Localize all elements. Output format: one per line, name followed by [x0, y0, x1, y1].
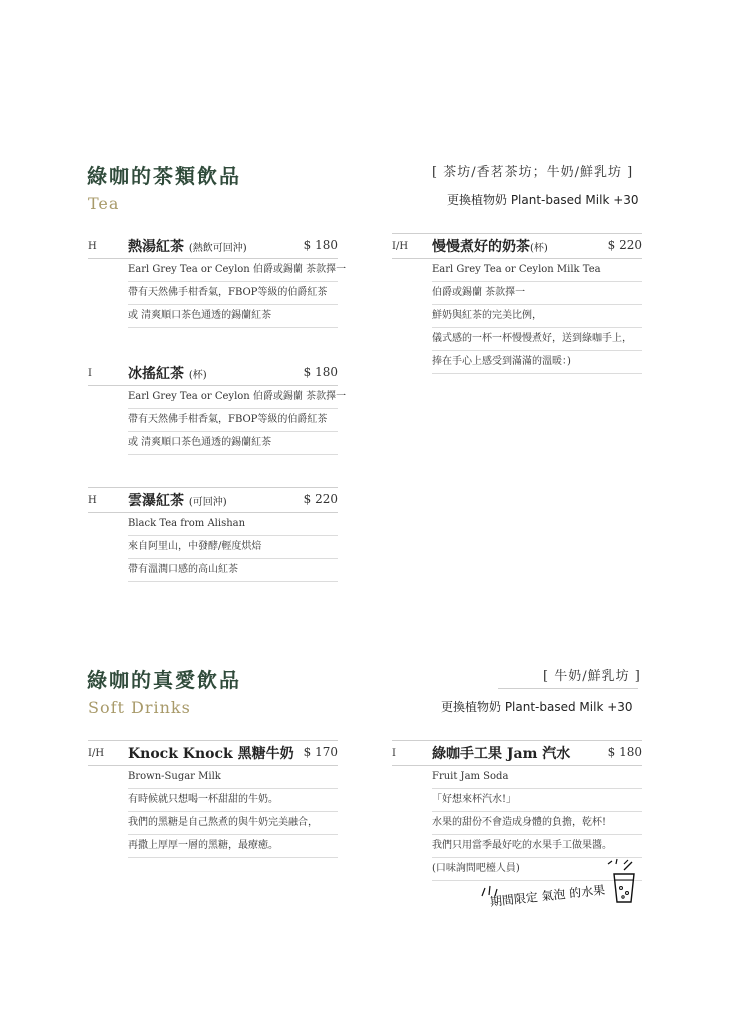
item-price: $ 180 [303, 238, 338, 252]
soft-section-subtitle: Soft Drinks [88, 698, 191, 717]
item-desc-line: Earl Grey Tea or Ceylon 伯爵或錫蘭 茶款擇一 [128, 386, 338, 409]
item-price: $ 220 [607, 238, 642, 252]
item-code: I [392, 748, 396, 759]
menu-item-alishan-black-tea [88, 490, 338, 582]
item-desc-line: 「好想來杯汽水!」 [432, 789, 642, 812]
item-name: Knock Knock 黑糖牛奶 [128, 746, 294, 762]
item-code: H [88, 495, 97, 506]
item-desc-line: 儀式感的一杯一杯慢慢煮好，送到綠咖手上， [432, 328, 642, 351]
item-desc-line: 或 清爽順口茶色通透的錫蘭紅茶 [128, 432, 338, 455]
tea-section-subtitle: Tea [88, 194, 120, 213]
item-desc-line: Brown-Sugar Milk [128, 766, 338, 789]
menu-item-milk-tea [392, 236, 642, 374]
divider [392, 740, 642, 741]
item-code: I/H [392, 241, 409, 252]
divider [392, 233, 642, 234]
item-price: $ 220 [303, 492, 338, 506]
item-name: 雲瀑紅茶 (可回沖) [128, 493, 227, 509]
soft-section-title: 綠咖的真愛飲品 [87, 668, 241, 692]
item-desc-line: Black Tea from Alishan [128, 513, 338, 536]
item-price: $ 180 [303, 365, 338, 379]
item-name: 熱湯紅茶 (熱飲可回沖) [128, 239, 247, 255]
item-name: 綠咖手工果 Jam 汽水 [432, 746, 571, 762]
item-desc-line: 帶有天然佛手柑香氣，FBOP等級的伯爵紅茶 [128, 409, 338, 432]
divider [498, 688, 638, 689]
item-desc-line: 我們只用當季最好吃的水果手工做果醬。 [432, 835, 642, 858]
item-code: I/H [88, 748, 105, 759]
item-desc-line: 捧在手心上感受到滿滿的溫暖：) [432, 351, 642, 374]
item-desc-line: Earl Grey Tea or Ceylon 伯爵或錫蘭 茶款擇一 [128, 259, 338, 282]
item-price: $ 180 [607, 745, 642, 759]
item-desc-line: 伯爵或錫蘭 茶款擇一 [432, 282, 642, 305]
menu-item-hot-black-tea [88, 236, 347, 328]
item-desc-line: 再撒上厚厚一層的黑糖，最療癒。 [128, 835, 338, 858]
item-price: $ 170 [303, 745, 338, 759]
handwritten-note: 期間限定 氣泡 的水果 [489, 882, 606, 909]
soft-plant-milk: 更換植物奶 Plant-based Milk +30 [441, 700, 633, 714]
menu-item-iced-black-tea [88, 363, 347, 455]
item-desc-line: Earl Grey Tea or Ceylon Milk Tea [432, 259, 642, 282]
item-desc-line: 來自阿里山，中發酵/輕度烘焙 [128, 536, 338, 559]
tea-plant-milk: 更換植物奶 Plant-based Milk +30 [447, 193, 639, 207]
item-desc-line: 有時候就只想喝一杯甜甜的牛奶。 [128, 789, 338, 812]
item-desc-line: 帶有溫潤口感的高山紅茶 [128, 559, 338, 582]
soda-cup-icon [602, 858, 642, 910]
item-code: H [88, 241, 97, 252]
item-desc-line: 或 清爽順口茶色通透的錫蘭紅茶 [128, 305, 338, 328]
divider [88, 740, 338, 741]
tea-location: [ 茶坊/香茗茶坊；牛奶/鮮乳坊 ] [432, 165, 634, 180]
tea-section-title: 綠咖的茶類飲品 [87, 164, 241, 188]
item-desc-line: Fruit Jam Soda [432, 766, 642, 789]
item-name: 慢慢煮好的奶茶(杯) [432, 239, 548, 255]
item-name: 冰搖紅茶 (杯) [128, 366, 207, 382]
item-desc-line: 鮮奶與紅茶的完美比例， [432, 305, 642, 328]
soft-location: [ 牛奶/鮮乳坊 ] [543, 669, 641, 684]
item-desc-line: (口味詢問吧檯人員) [432, 858, 642, 881]
item-code: I [88, 368, 92, 379]
item-desc-line: 我們的黑糖是自己熬煮的與牛奶完美融合， [128, 812, 338, 835]
item-desc-line: 水果的甜份不會造成身體的負擔，乾杯! [432, 812, 642, 835]
divider [88, 487, 338, 488]
item-desc-line: 帶有天然佛手柑香氣，FBOP等級的伯爵紅茶 [128, 282, 338, 305]
menu-item-brown-sugar-milk [88, 743, 338, 858]
